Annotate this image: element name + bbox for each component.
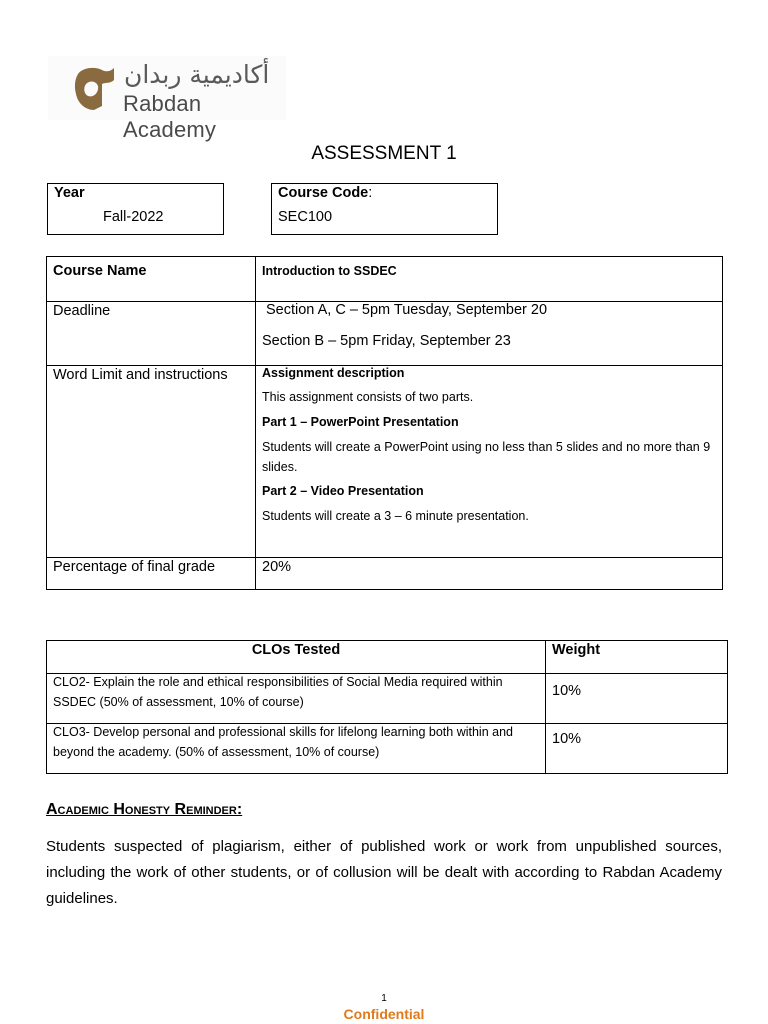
assessment-info-table: [46, 256, 723, 590]
clos-header-cell: [47, 641, 546, 674]
percentage-label: Percentage of final grade: [53, 559, 216, 575]
clos-table: [46, 640, 728, 774]
course-code-box: [271, 183, 498, 235]
rabdan-logo-mark-icon: [72, 66, 116, 112]
course-name-label-cell: [47, 257, 256, 302]
word-limit-label: Word Limit and instructions: [53, 367, 228, 383]
page-number: 1: [381, 993, 387, 1004]
assignment-description-heading: Assignment description: [262, 366, 405, 380]
course-code-label: Course Code: [278, 185, 369, 201]
clo2-weight: 10%: [552, 683, 582, 699]
course-name-value: Introduction to SSDEC: [262, 264, 397, 278]
part1-heading: Part 1 – PowerPoint Presentation: [262, 415, 459, 429]
deadline-line-2: Section B – 5pm Friday, September 23: [262, 333, 511, 349]
logo-arabic-text: أكاديمية ربدان: [124, 60, 270, 89]
course-code-colon: :: [368, 185, 373, 201]
page-title: ASSESSMENT 1: [311, 143, 457, 164]
clo2-text: CLO2- Explain the role and ethical responsibilities of Social Media required within SSDEC (50% of assessment, 10% of course): [53, 675, 503, 709]
clo-cell: [47, 724, 546, 774]
weight-header-cell: [546, 641, 728, 674]
table-row: [47, 302, 723, 366]
clo3-text: CLO3- Develop personal and professional skills for lifelong learning both within and beyond the academy. (50% of assessment, 10% of course): [53, 725, 513, 759]
clo-weight-cell: [546, 724, 728, 774]
course-code-label-wrap: [278, 185, 372, 201]
deadline-value-cell: [256, 302, 723, 366]
table-row: [47, 558, 723, 590]
instructions-cell: [256, 366, 723, 558]
academic-honesty-heading: Academic Honesty Reminder:: [46, 801, 243, 818]
clos-tested-header: CLOs Tested: [251, 642, 341, 658]
rabdan-academy-logo: [48, 56, 286, 142]
confidential-label: Confidential: [343, 1006, 425, 1022]
deadline-label-cell: [47, 302, 256, 366]
percentage-label-cell: [47, 558, 256, 590]
course-name-value-cell: [256, 257, 723, 302]
percentage-value-cell: [256, 558, 723, 590]
year-label: Year: [54, 185, 85, 201]
logo-english-text: Rabdan Academy: [123, 91, 217, 142]
table-row: [47, 641, 728, 674]
year-box: [47, 183, 224, 235]
clo-cell: [47, 674, 546, 724]
clo3-weight: 10%: [552, 731, 582, 747]
part1-text: Students will create a PowerPoint using no less than 5 slides and no more than 9 slides.: [262, 440, 711, 474]
word-limit-label-cell: [47, 366, 256, 558]
academic-honesty-text: Students suspected of plagiarism, either of published work or work from unpublished sources, including the work of other students, or of collusion will be dealt with according to Rabdan Academy guidelines.: [46, 838, 722, 907]
course-name-label: Course Name: [53, 263, 147, 279]
part2-heading: Part 2 – Video Presentation: [262, 484, 424, 498]
part2-text: Students will create a 3 – 6 minute presentation.: [262, 509, 529, 523]
deadline-line-1: Section A, C – 5pm Tuesday, September 20: [266, 302, 548, 318]
table-row: [47, 674, 728, 724]
clo-weight-cell: [546, 674, 728, 724]
deadline-label: Deadline: [53, 303, 111, 319]
assignment-intro: This assignment consists of two parts.: [262, 390, 474, 404]
course-code-value: SEC100: [278, 209, 333, 225]
percentage-value: 20%: [262, 559, 292, 575]
table-row: [47, 257, 723, 302]
table-row: [47, 366, 723, 558]
table-row: [47, 724, 728, 774]
weight-header: Weight: [552, 642, 601, 658]
year-value: Fall-2022: [103, 209, 164, 225]
